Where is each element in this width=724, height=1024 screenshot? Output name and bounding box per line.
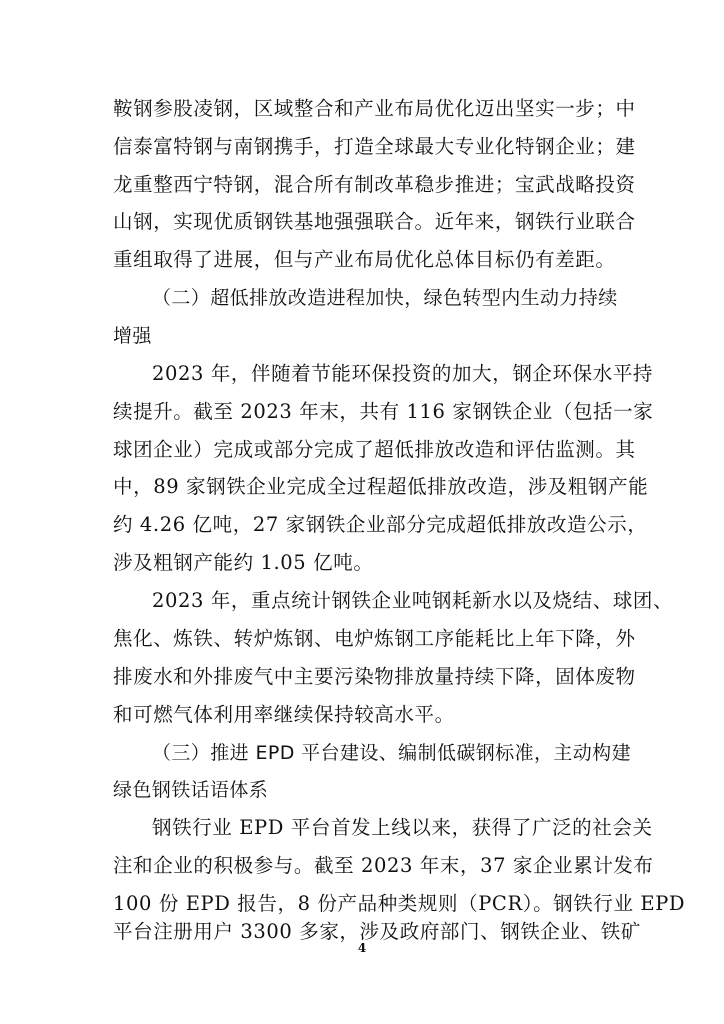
body-text-line: 信泰富特钢与南钢携手，打造全球最大专业化特钢企业；建	[113, 135, 636, 158]
body-text-line: 和可燃气体利用率继续保持较高水平。	[113, 703, 455, 726]
body-text-line: 约 4.26 亿吨，27 家钢铁企业部分完成超低排放改造公示，	[113, 513, 648, 536]
page-number: 4	[357, 941, 367, 955]
body-text-line: 100 份 EPD 报告，8 份产品种类规则（PCR）。钢铁行业 EPD	[113, 892, 686, 915]
body-text-line: 球团企业）完成或部分完成了超低排放改造和评估监测。其	[113, 438, 636, 461]
body-text-line: 2023 年，伴随着节能环保投资的加大，钢企环保水平持	[152, 362, 654, 385]
section-heading-line: 绿色钢铁话语体系	[113, 779, 269, 801]
body-text-line: 续提升。截至 2023 年末，共有 116 家钢铁企业（包括一家	[113, 400, 654, 423]
section-heading-line: （三）推进 EPD 平台建设、编制低碳钢标准，主动构建	[152, 742, 631, 764]
body-text-line: 2023 年，重点统计钢铁企业吨钢耗新水以及烧结、球团、	[152, 589, 674, 612]
body-text-line: 涉及粗钢产能约 1.05 亿吨。	[113, 551, 374, 574]
body-text-line: 钢铁行业 EPD 平台首发上线以来，获得了广泛的社会关	[152, 816, 653, 839]
body-text-line: 注和企业的积极参与。截至 2023 年末，37 家企业累计发布	[113, 854, 654, 877]
section-heading-line: 增强	[113, 325, 152, 347]
body-text-line: 排废水和外排废气中主要污染物排放量持续下降，固体废物	[113, 665, 636, 688]
body-text-line: 重组取得了进展，但与产业布局优化总体目标仍有差距。	[113, 248, 616, 271]
body-text-line: 焦化、炼铁、转炉炼钢、电炉炼钢工序能耗比上年下降，外	[113, 627, 636, 650]
body-text-line: 鞍钢参股凌钢，区域整合和产业布局优化迈出坚实一步；中	[113, 97, 636, 120]
body-text-line: 中，89 家钢铁企业完成全过程超低排放改造，涉及粗钢产能	[113, 475, 649, 498]
body-text-line: 龙重整西宁特钢，混合所有制改革稳步推进；宝武战略投资	[113, 173, 636, 196]
body-text-line: 平台注册用户 3300 多家，涉及政府部门、钢铁企业、铁矿	[113, 920, 641, 943]
section-heading-line: （二）超低排放改造进程加快，绿色转型内生动力持续	[152, 287, 618, 309]
body-text-line: 山钢，实现优质钢铁基地强强联合。近年来，钢铁行业联合	[113, 210, 636, 233]
